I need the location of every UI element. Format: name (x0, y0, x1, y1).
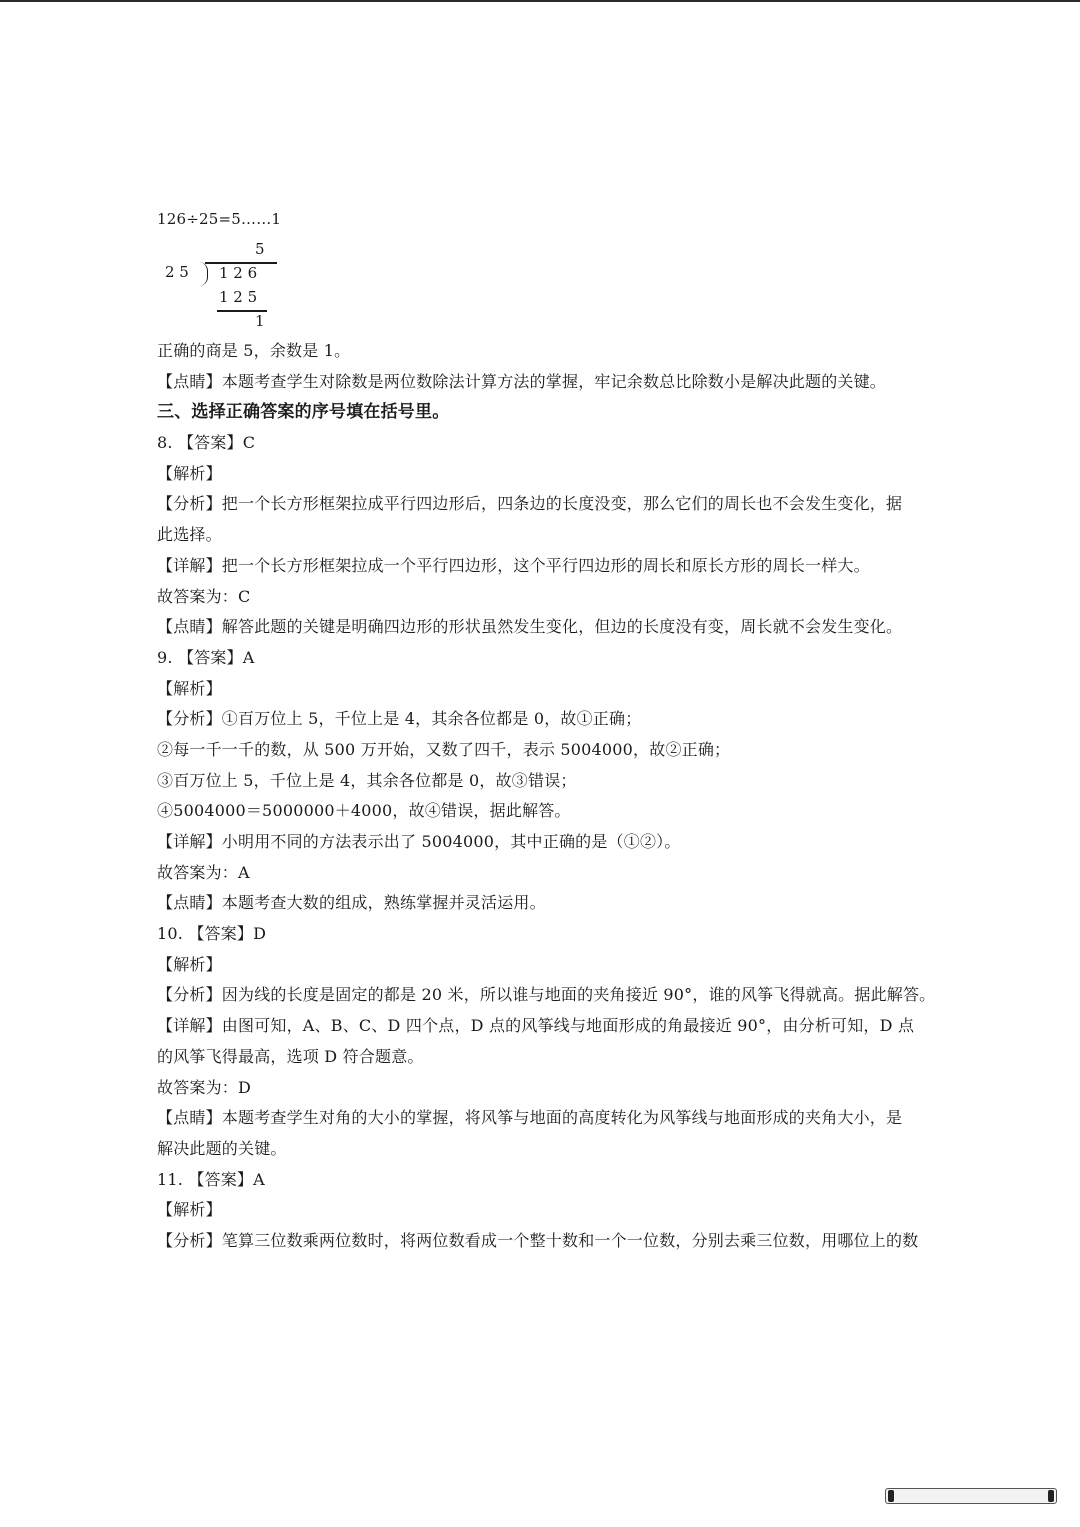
text-line: ④5004000＝5000000＋4000，故④错误，据此解答。 (157, 801, 571, 821)
text-line: 正确的商是 5，余数是 1。 (157, 341, 351, 360)
text-line: 【分析】笔算三位数乘两位数时，将两位数看成一个整十数和一个一位数，分别去乘三位数，用哪位上的数 (157, 1230, 919, 1250)
ld-remainder: 1 (255, 312, 265, 330)
text-line: 【点睛】本题考查学生对除数是两位数除法计算方法的掌握，牢记余数总比除数小是解决此题的关键。 (157, 371, 887, 391)
text-line: 【点睛】本题考查学生对角的大小的掌握，将风筝与地面的高度转化为风筝线与地面形成的夹角大小，是 (157, 1108, 903, 1128)
scroll-right-handle[interactable] (1048, 1490, 1054, 1502)
text-line: 【解析】 (157, 954, 222, 974)
section-title: 三、选择正确答案的序号填在括号里。 (157, 402, 450, 423)
text-line: 此选择。 (157, 525, 222, 545)
ld-divisor: 2 5 (165, 263, 189, 281)
text-line: 【详解】由图可知，A、B、C、D 四个点，D 点的风筝线与地面形成的角最接近 90°，由分析可知，D 点 (157, 1016, 915, 1036)
text-line: 【分析】因为线的长度是固定的都是 20 米，所以谁与地面的夹角接近 90°，谁的风筝飞得就高。据此解答。 (157, 985, 936, 1005)
text-line: ③百万位上 5，千位上是 4，其余各位都是 0，故③错误； (157, 770, 577, 790)
ld-bracket (199, 262, 208, 286)
division-equation: 126÷25=5……1 (157, 210, 282, 228)
text-line: 解决此题的关键。 (157, 1138, 287, 1158)
answer-line: 11. 【答案】A (157, 1169, 265, 1189)
ld-quotient: 5 (255, 240, 265, 258)
scroll-left-handle[interactable] (888, 1490, 894, 1502)
ld-dividend: 1 2 6 (219, 264, 258, 282)
document-body (157, 206, 936, 1257)
text-line: 【点睛】本题考查大数的组成，熟练掌握并灵活运用。 (157, 893, 546, 913)
text-line: ②每一千一千的数，从 500 万开始，又数了四千，表示 5004000，故②正确； (157, 739, 731, 759)
text-line: 故答案为：A (157, 862, 250, 882)
ld-product: 1 2 5 (219, 288, 258, 306)
answer-line: 8. 【答案】C (157, 433, 256, 453)
horizontal-scrollbar[interactable] (885, 1488, 1057, 1504)
text-line: 【解析】 (157, 463, 222, 483)
text-line: 【点睛】解答此题的关键是明确四边形的形状虽然发生变化，但边的长度没有变，周长就不会发生变化。 (157, 617, 903, 637)
text-line: 【解析】 (157, 678, 222, 698)
text-line: 故答案为：C (157, 586, 251, 606)
text-line: 【解析】 (157, 1200, 222, 1220)
long-division (159, 240, 289, 332)
text-line: 【分析】把一个长方形框架拉成平行四边形后，四条边的长度没变，那么它们的周长也不会发生变化，据 (157, 494, 903, 514)
answer-line: 9. 【答案】A (157, 647, 255, 667)
text-line: 的风筝飞得最高，选项 D 符合题意。 (157, 1046, 424, 1066)
text-line: 故答案为：D (157, 1077, 252, 1097)
text-line: 【分析】①百万位上 5，千位上是 4，其余各位都是 0，故①正确； (157, 709, 642, 729)
text-line: 【详解】小明用不同的方法表示出了 5004000，其中正确的是（①②）。 (157, 832, 681, 851)
text-line: 【详解】把一个长方形框架拉成一个平行四边形，这个平行四边形的周长和原长方形的周长一样大。 (157, 555, 870, 575)
answer-line: 10. 【答案】D (157, 924, 267, 944)
page-top-border (0, 0, 1080, 2)
